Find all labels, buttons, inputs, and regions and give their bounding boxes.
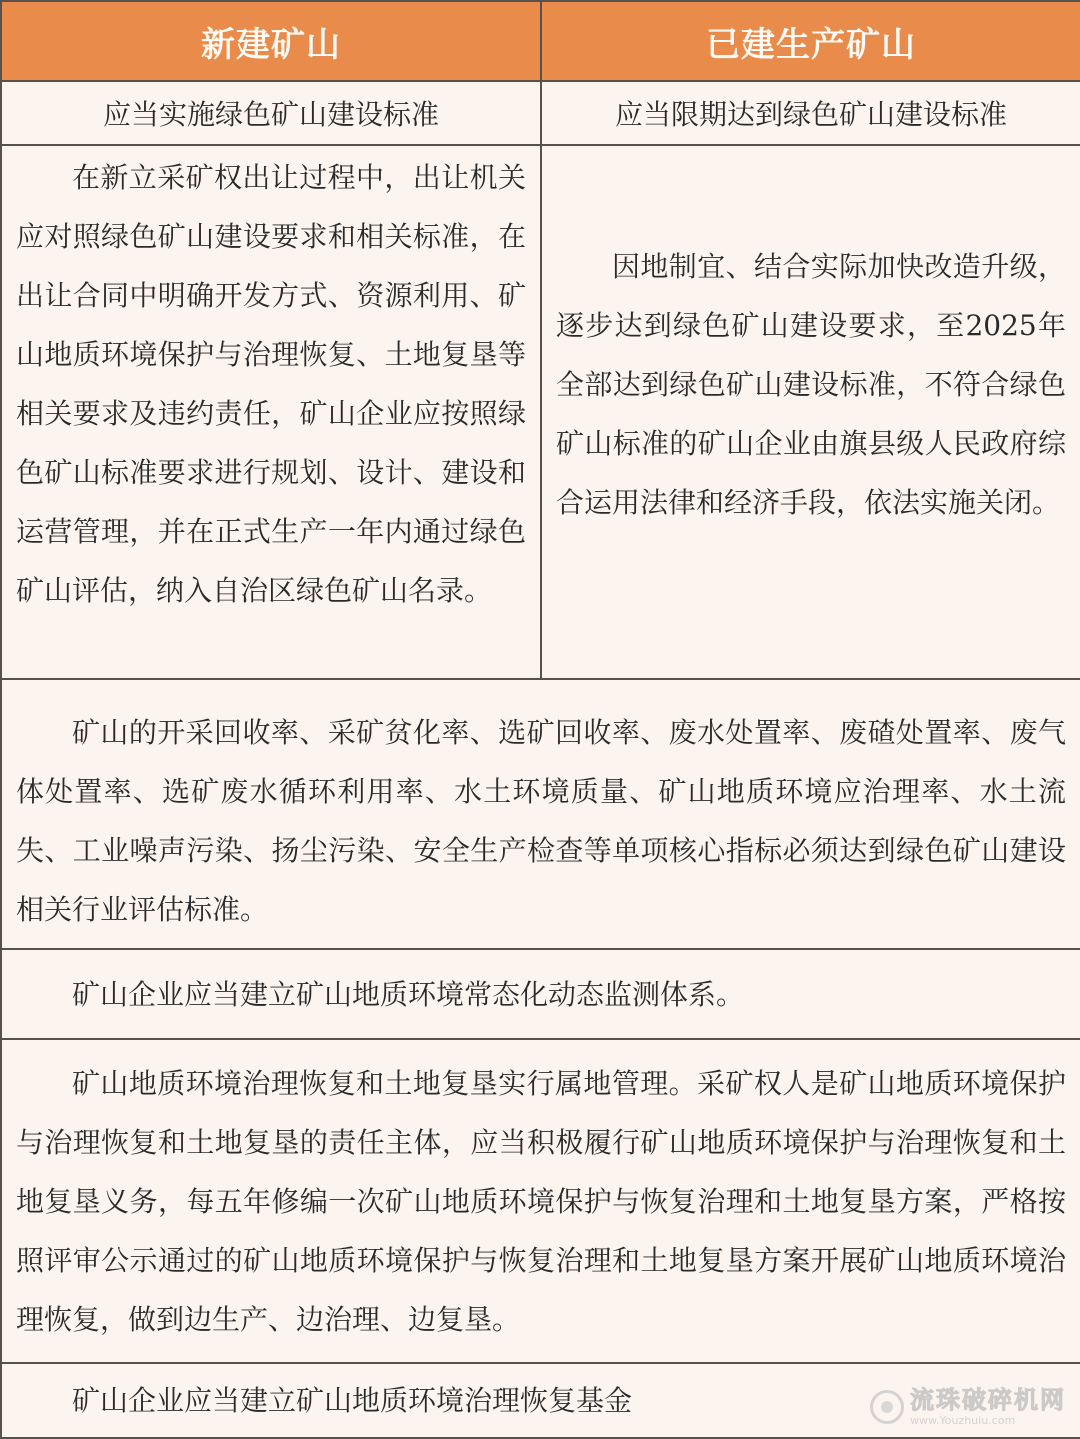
watermark-text [910, 1388, 1066, 1426]
new-mine-detail-text: 在新立采矿权出让过程中，出让机关应对照绿色矿山建设要求和相关标准，在出让合同中明确开发方式、资源利用、矿山地质环境保护与治理恢复、土地复垦等相关要求及违约责任，矿山企业应按照绿色矿山标准要求进行规划、设计、建设和运营管理，并在正式生产一年内通过绿色矿山评估，纳入自治区绿色矿山名录。 [16, 161, 526, 607]
existing-mine-detail-cell [541, 145, 1080, 679]
standard-existing-mine: 应当限期达到绿色矿山建设标准 [541, 81, 1080, 145]
restoration-text: 矿山地质环境治理恢复和土地复垦实行属地管理。采矿权人是矿山地质环境保护与治理恢复和土地复垦的责任主体，应当积极履行矿山地质环境保护与治理恢复和土地复垦义务，每五年修编一次矿山地质环境保护与恢复治理和土地复垦方案，严格按照评审公示通过的矿山地质环境保护与恢复治理和土地复垦方案开展矿山地质环境治理恢复，做到边生产、边治理、边复垦。 [16, 1066, 1066, 1336]
site-watermark [870, 1388, 1066, 1426]
standard-row [1, 81, 1080, 145]
watermark-title: 流珠破碎机网 [910, 1386, 1066, 1414]
fund-text: 矿山企业应当建立矿山地质环境治理恢复基金 [72, 1384, 633, 1417]
monitoring-text: 矿山企业应当建立矿山地质环境常态化动态监测体系。 [72, 977, 745, 1011]
header-existing-mine: 已建生产矿山 [541, 1, 1080, 81]
header-new-mine: 新建矿山 [1, 1, 541, 81]
standard-new-mine: 应当实施绿色矿山建设标准 [1, 81, 541, 145]
core-indicators-cell [1, 679, 1080, 949]
monitoring-cell [1, 949, 1080, 1039]
watermark-url: www.Youzhuiu.com [910, 1414, 1016, 1427]
existing-mine-detail-text: 因地制宜、结合实际加快改造升级，逐步达到绿色矿山建设要求，至2025年全部达到绿色矿山建设标准，不符合绿色矿山标准的矿山企业由旗县级人民政府综合运用法律和经济手段，依法实施关闭。 [556, 249, 1066, 519]
shared-row [1, 1039, 1080, 1363]
restoration-cell [1, 1039, 1080, 1363]
shared-row [1, 949, 1080, 1039]
header-row [1, 1, 1080, 81]
detail-row [1, 145, 1080, 679]
core-indicators-text: 矿山的开采回收率、采矿贫化率、选矿回收率、废水处置率、废碴处置率、废气体处置率、选矿废水循环利用率、水土环境质量、矿山地质环境应治理率、水土流失、工业噪声污染、扬尘污染、安全生产检查等单项核心指标必须达到绿色矿山建设相关行业评估标准。 [16, 716, 1066, 926]
new-mine-detail-cell [1, 145, 541, 679]
shared-row [1, 679, 1080, 949]
watermark-logo-icon [870, 1390, 904, 1424]
